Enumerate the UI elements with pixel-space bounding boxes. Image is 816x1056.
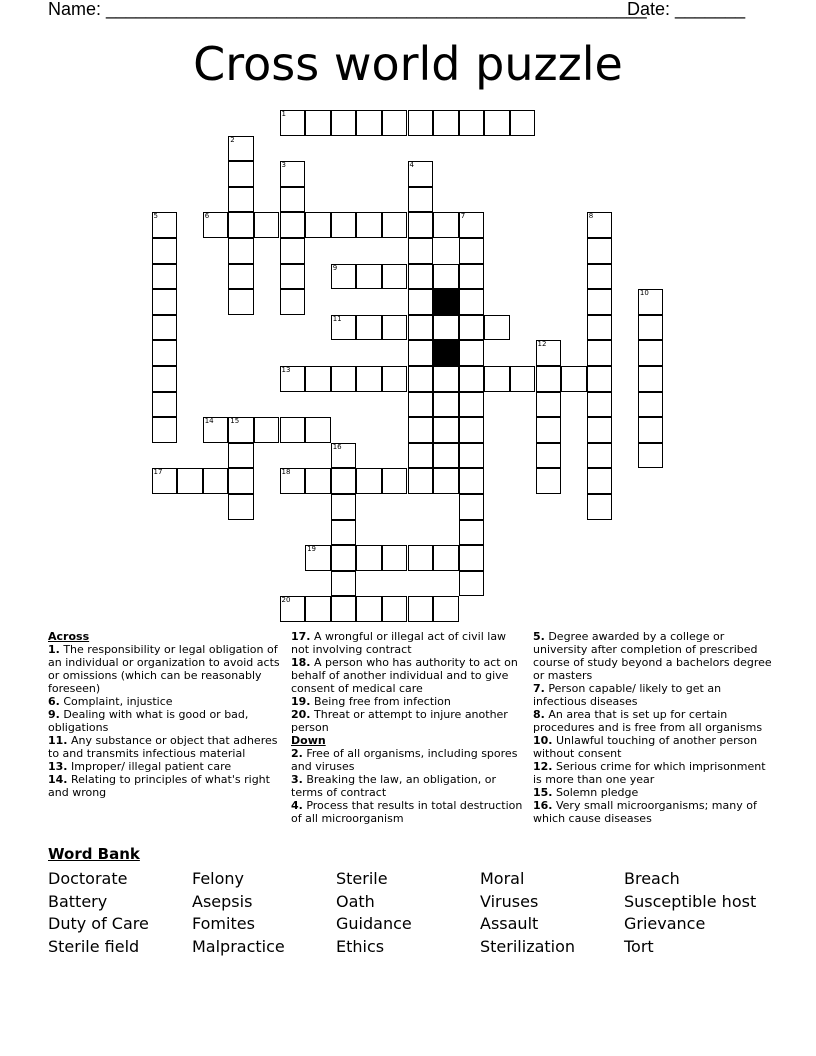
crossword-cell[interactable] (228, 264, 254, 290)
crossword-cell[interactable] (408, 238, 434, 264)
crossword-cell[interactable] (228, 212, 254, 238)
crossword-cell[interactable] (433, 264, 459, 290)
crossword-cell[interactable] (280, 187, 306, 213)
word-bank-item: Grievance (624, 914, 706, 934)
crossword-cell[interactable] (382, 596, 408, 622)
word-bank-item: Ethics (336, 936, 385, 956)
crossword-cell[interactable] (356, 545, 382, 571)
crossword-cell[interactable] (152, 417, 178, 443)
crossword-cell[interactable] (484, 110, 510, 136)
clue-item: 5. Degree awarded by a college or university after completion of prescribed course of study beyond a bachelors degree or masters (533, 630, 772, 682)
crossword-cell[interactable] (536, 366, 562, 392)
crossword-cell[interactable] (587, 366, 613, 392)
crossword-cell[interactable] (254, 417, 280, 443)
crossword-cell[interactable] (587, 417, 613, 443)
crossword-cell[interactable] (459, 468, 485, 494)
crossword-cell[interactable] (408, 596, 434, 622)
crossword-cell[interactable] (382, 212, 408, 238)
crossword-cell[interactable] (280, 417, 306, 443)
crossword-cell[interactable] (331, 212, 357, 238)
crossword-cell[interactable] (638, 392, 664, 418)
crossword-cell[interactable] (228, 289, 254, 315)
crossword-cell[interactable] (459, 545, 485, 571)
crossword-cell[interactable] (408, 187, 434, 213)
crossword-cell[interactable] (254, 212, 280, 238)
clue-number: 9 (332, 263, 338, 272)
crossword-cell[interactable] (433, 110, 459, 136)
word-bank-item: Susceptible host (624, 891, 757, 911)
crossword-cell[interactable] (228, 187, 254, 213)
clue-item: 18. A person who has authority to act on behalf of another individual and to give consent of medical care (291, 656, 518, 695)
clues-column-1 (48, 630, 280, 799)
crossword-cell[interactable] (587, 468, 613, 494)
crossword-cell[interactable] (459, 417, 485, 443)
crossword-cell[interactable] (177, 468, 203, 494)
crossword-cell[interactable] (638, 366, 664, 392)
crossword-cell[interactable] (433, 392, 459, 418)
crossword-cell[interactable] (459, 238, 485, 264)
crossword-cell[interactable] (228, 494, 254, 520)
crossword-cell[interactable] (587, 392, 613, 418)
crossword-cell[interactable] (433, 596, 459, 622)
crossword-cell[interactable] (459, 494, 485, 520)
crossword-cell[interactable] (305, 596, 331, 622)
crossword-cell[interactable] (152, 289, 178, 315)
crossword-cell[interactable] (152, 392, 178, 418)
crossword-cell[interactable] (280, 238, 306, 264)
crossword-cell[interactable] (356, 110, 382, 136)
crossword-cell[interactable] (433, 443, 459, 469)
clue-number: 7 (460, 212, 466, 221)
crossword-cell[interactable] (587, 238, 613, 264)
crossword-cell[interactable] (433, 366, 459, 392)
crossword-cell[interactable] (510, 366, 536, 392)
word-bank-item: Duty of Care (48, 914, 149, 934)
crossword-cell[interactable] (408, 289, 434, 315)
crossword-cell[interactable] (536, 392, 562, 418)
across-heading: Across (48, 630, 90, 643)
word-bank-item: Assault (480, 914, 539, 934)
crossword-cell[interactable] (408, 264, 434, 290)
clue-number: 4 (409, 161, 414, 170)
crossword-cell[interactable] (228, 468, 254, 494)
crossword-cell[interactable] (433, 417, 459, 443)
crossword-cell[interactable] (561, 366, 587, 392)
word-bank-item: Guidance (336, 914, 412, 934)
word-bank-item: Asepsis (192, 891, 253, 911)
clue-number: 16 (332, 442, 342, 451)
word-bank-item: Felony (192, 869, 245, 888)
crossword-cell[interactable] (305, 110, 331, 136)
clue-number: 10 (639, 289, 649, 298)
crossword-cell[interactable] (228, 238, 254, 264)
clue-item: 6. Complaint, injustice (48, 695, 173, 708)
clue-item: 20. Threat or attempt to injure another person (291, 708, 508, 734)
word-bank-column (480, 868, 575, 958)
clue-number: 15 (230, 417, 240, 426)
crossword-cell[interactable] (331, 596, 357, 622)
clue-number: 17 (153, 468, 163, 477)
crossword-cell[interactable] (305, 212, 331, 238)
crossword-cell[interactable] (331, 571, 357, 597)
crossword-cell[interactable] (356, 315, 382, 341)
crossword-cell[interactable] (459, 571, 485, 597)
clue-item: 1. The responsibility or legal obligation of an individual or organization to avoid acts or omissions (which can be reasonably foreseen) (48, 643, 280, 695)
crossword-cell[interactable] (408, 315, 434, 341)
word-bank-column (192, 868, 285, 958)
crossword-cell[interactable] (408, 443, 434, 469)
crossword-cell[interactable] (459, 264, 485, 290)
crossword-cell[interactable] (587, 494, 613, 520)
crossword-cell[interactable] (433, 212, 459, 238)
page-title: Cross world puzzle (193, 37, 623, 91)
clue-number: 12 (537, 340, 547, 349)
clue-number: 1 (281, 110, 286, 118)
word-bank-item: Oath (336, 891, 375, 911)
crossword-cell[interactable] (152, 238, 178, 264)
crossword-cell[interactable] (356, 468, 382, 494)
clue-item: 19. Being free from infection (291, 695, 451, 708)
crossword-cell[interactable] (638, 340, 664, 366)
crossword-cell[interactable] (459, 520, 485, 546)
crossword-cell[interactable] (305, 417, 331, 443)
word-bank-item: Moral (480, 869, 525, 888)
crossword-cell[interactable] (638, 315, 664, 341)
clue-item: 3. Breaking the law, an obligation, or terms of contract (291, 773, 496, 799)
clue-number: 18 (281, 468, 291, 477)
clue-item: 16. Very small microorganisms; many of which cause diseases (533, 799, 757, 825)
crossword-cell[interactable] (638, 417, 664, 443)
crossword-cell[interactable] (152, 340, 178, 366)
crossword-cell[interactable] (433, 545, 459, 571)
crossword-cell[interactable] (408, 340, 434, 366)
crossword-cell[interactable] (203, 468, 229, 494)
crossword-cell[interactable] (408, 110, 434, 136)
crossword-cell[interactable] (382, 110, 408, 136)
crossword-cell[interactable] (331, 545, 357, 571)
crossword-cell[interactable] (331, 520, 357, 546)
word-bank-item: Breach (624, 869, 680, 888)
clue-number: 8 (588, 212, 594, 221)
clue-item: 10. Unlawful touching of another person without consent (533, 734, 758, 760)
crossword-cell[interactable] (484, 315, 510, 341)
clue-item: 2. Free of all organisms, including spores and viruses (291, 747, 518, 773)
crossword-cell[interactable] (382, 315, 408, 341)
crossword-cell[interactable] (433, 468, 459, 494)
clue-item: 4. Process that results in total destruction of all microorganism (291, 799, 523, 825)
crossword-cell[interactable] (510, 110, 536, 136)
crossword-cell[interactable] (331, 366, 357, 392)
clue-number: 14 (204, 417, 214, 426)
word-bank-item: Doctorate (48, 869, 128, 888)
word-bank-title: Word Bank (48, 845, 140, 863)
crossword-cell[interactable] (331, 468, 357, 494)
crossword-cell[interactable] (638, 443, 664, 469)
crossword-cell[interactable] (356, 596, 382, 622)
clue-item: 12. Serious crime for which imprisonment is more than one year (533, 760, 766, 786)
clue-item: 9. Dealing with what is good or bad, obligations (48, 708, 249, 734)
crossword-cell[interactable] (587, 443, 613, 469)
crossword-cell[interactable] (587, 289, 613, 315)
crossword-cell[interactable] (228, 161, 254, 187)
date-field-label: Date: _______ (627, 0, 746, 19)
crossword-cell[interactable] (382, 468, 408, 494)
crossword-cell[interactable] (587, 315, 613, 341)
crossword-cell[interactable] (587, 340, 613, 366)
crossword-cell[interactable] (536, 417, 562, 443)
crossword-cell[interactable] (459, 110, 485, 136)
word-bank-item: Fomites (192, 914, 255, 934)
black-square (433, 289, 459, 315)
clue-number: 11 (332, 314, 342, 323)
crossword-cell[interactable] (280, 212, 306, 238)
crossword-cell[interactable] (331, 110, 357, 136)
crossword-cell[interactable] (484, 366, 510, 392)
crossword-cell[interactable] (152, 366, 178, 392)
crossword-cell[interactable] (459, 366, 485, 392)
clue-number: 3 (281, 161, 286, 170)
word-bank-item: Malpractice (192, 936, 285, 956)
crossword-cell[interactable] (433, 315, 459, 341)
word-bank-item: Sterile (336, 869, 388, 888)
crossword-cell[interactable] (459, 443, 485, 469)
crossword-cell[interactable] (280, 289, 306, 315)
crossword-cell[interactable] (382, 264, 408, 290)
crossword-cell[interactable] (408, 392, 434, 418)
crossword-cell[interactable] (305, 366, 331, 392)
crossword-cell[interactable] (536, 468, 562, 494)
crossword-cell[interactable] (459, 392, 485, 418)
crossword-cell[interactable] (356, 366, 382, 392)
crossword-cell[interactable] (280, 264, 306, 290)
crossword-cell[interactable] (152, 264, 178, 290)
crossword-cell[interactable] (408, 545, 434, 571)
clue-item: 8. An area that is set up for certain procedures and is free from all organisms (533, 708, 763, 734)
crossword-cell[interactable] (356, 212, 382, 238)
crossword-cell[interactable] (459, 315, 485, 341)
clues-column-3 (533, 630, 773, 825)
word-bank-column (336, 868, 412, 958)
crossword-cell[interactable] (382, 366, 408, 392)
crossword-cell[interactable] (459, 289, 485, 315)
crossword-cell[interactable] (408, 366, 434, 392)
crossword-cell[interactable] (356, 264, 382, 290)
clue-item: 15. Solemn pledge (533, 786, 639, 799)
crossword-cell[interactable] (331, 494, 357, 520)
clue-number: 19 (307, 545, 317, 554)
clue-item: 7. Person capable/ likely to get an infectious diseases (533, 682, 722, 708)
word-bank-column (624, 868, 756, 958)
crossword-cell[interactable] (459, 340, 485, 366)
clue-item: 13. Improper/ illegal patient care (48, 760, 232, 773)
clue-item: 11. Any substance or object that adheres to and transmits infectious material (48, 734, 278, 760)
crossword-cell[interactable] (408, 417, 434, 443)
crossword-cell[interactable] (382, 545, 408, 571)
down-heading: Down (291, 734, 326, 747)
crossword-cell[interactable] (408, 212, 434, 238)
clue-number: 2 (230, 135, 235, 144)
clue-number: 6 (204, 212, 210, 221)
word-bank-item: Sterile field (48, 936, 140, 956)
word-bank-item: Battery (48, 891, 108, 911)
clue-item: 14. Relating to principles of what's right and wrong (48, 773, 270, 799)
crossword-cell[interactable] (408, 468, 434, 494)
clue-number: 13 (281, 366, 291, 374)
clues-column-2 (291, 630, 523, 825)
word-bank-item: Viruses (480, 891, 539, 911)
black-square (433, 340, 459, 366)
clue-number: 20 (281, 596, 291, 605)
crossword-cell[interactable] (228, 443, 254, 469)
word-bank-item: Tort (624, 936, 654, 956)
crossword-cell[interactable] (536, 443, 562, 469)
name-field-label: Name: ______________________________________________________ (48, 0, 647, 19)
crossword-cell[interactable] (152, 315, 178, 341)
word-bank-column (48, 868, 149, 958)
clue-item: 17. A wrongful or illegal act of civil law not involving contract (291, 630, 507, 656)
crossword-cell[interactable] (587, 264, 613, 290)
clue-number: 5 (153, 212, 158, 221)
word-bank-item: Sterilization (480, 936, 576, 956)
crossword-cell[interactable] (305, 468, 331, 494)
